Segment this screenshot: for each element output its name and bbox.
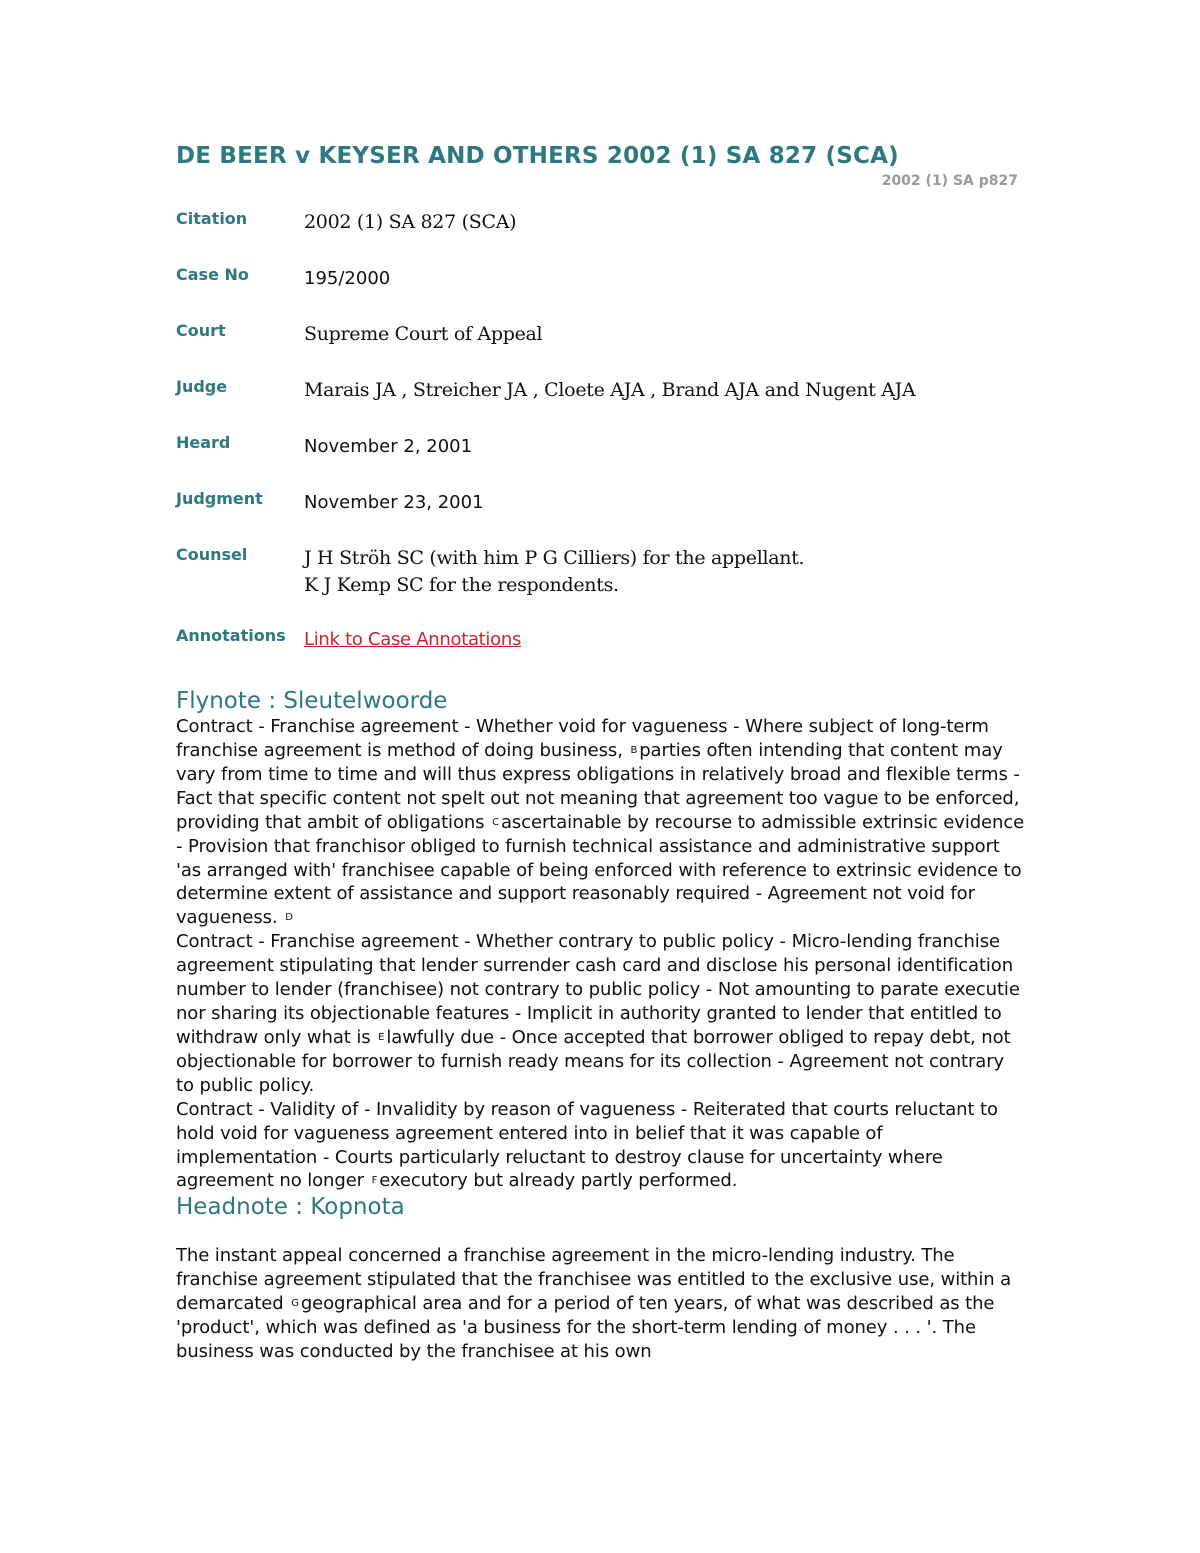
meta-row-judge (176, 377, 915, 433)
margin-letter: B (630, 744, 638, 756)
meta-row-annotations (176, 626, 915, 682)
flynote-paragraph-1 (176, 715, 1026, 930)
headnote-text: The instant appeal concerned a franchise agreement in the micro-lending industry. The franchise agreement stipulated that the franchisee was entitled to the exclusive use, within a demarcated (176, 1245, 1012, 1315)
flynote-text: Contract - Franchise agreement - Whether contrary to public policy - Micro-lending franchise agreement stipulating that lender surrender cash card and disclose his personal identification number to lender (franchisee) not contrary to public policy - Not amounting to parate executie nor sharing its objectionable features - Implicit in authority granted to lender that entitled to withdraw only what is (176, 931, 1020, 1048)
citation-value: 2002 (1) SA 827 (SCA) (304, 211, 517, 233)
flynote-text: executory but already partly performed. (379, 1170, 738, 1192)
page-reference: 2002 (1) SA p827 (881, 173, 1018, 189)
citation-label: Citation (176, 209, 248, 228)
margin-letter: C (492, 816, 499, 828)
case-document (176, 140, 1026, 1364)
flynote-text: lawfully due - Once accepted that borrower obliged to repay debt, not objectionable for borrower to furnish ready means for its collection - Agreement not contrary to public policy. (176, 1026, 1011, 1096)
flynote-heading: Flynote : Sleutelwoorde (176, 688, 448, 714)
headnote-text: geographical area and for a period of ten years, of what was described as the 'product', which was defined as 'a business for the short-term lending of money . . . '. The business was conducted by the franchisee at his own (176, 1293, 995, 1363)
judgment-label: Judgment (176, 489, 263, 508)
margin-letter: F (371, 1175, 378, 1187)
case-metadata-table (176, 209, 915, 682)
judgment-value: November 23, 2001 (304, 492, 484, 513)
court-value: Supreme Court of Appeal (304, 323, 543, 345)
judge-value: Marais JA , Streicher JA , Cloete AJA , Brand AJA and Nugent AJA (304, 379, 916, 401)
flynote-paragraph-2 (176, 930, 1026, 1097)
counsel-respondents: K J Kemp SC for the respondents. (304, 574, 619, 596)
heard-value: November 2, 2001 (304, 436, 473, 457)
meta-row-heard (176, 433, 915, 489)
counsel-label: Counsel (176, 545, 248, 564)
case-no-label: Case No (176, 265, 249, 284)
margin-letter: G (291, 1298, 299, 1310)
judge-label: Judge (176, 377, 228, 396)
heard-label: Heard (176, 433, 231, 452)
case-annotations-link[interactable]: Link to Case Annotations (304, 629, 522, 650)
headnote-heading: Headnote : Kopnota (176, 1194, 405, 1221)
margin-letter: D (285, 912, 293, 924)
annotations-label: Annotations (176, 626, 286, 645)
court-label: Court (176, 321, 226, 340)
annotations-value (304, 626, 915, 682)
meta-row-court (176, 321, 915, 377)
flynote-text: parties often intending that content may vary from time to time and will thus express obligations in relatively broad and flexible terms - Fact that specific content not spelt out not meaning that agreement too vague to be enforced, providing that ambit of obligations (176, 739, 1020, 833)
counsel-value (304, 545, 915, 626)
flynote-text: Contract - Franchise agreement - Whether void for vagueness - Where subject of long-term franchise agreement is method of doing business, (176, 716, 989, 761)
flynote-text: ascertainable by recourse to admissible extrinsic evidence - Provision that franchisor obliged to furnish technical assistance and administrative support 'as arranged with' franchisee capable of being enforced with reference to extrinsic evidence to determine extent of assistance and support reasonably required - Agreement not void for vagueness. (176, 811, 1025, 929)
counsel-appellant: J H Ströh SC (with him P G Cilliers) for the appellant. (304, 547, 805, 569)
flynote-text: Contract - Validity of - Invalidity by reason of vagueness - Reiterated that courts reluctant to hold void for vagueness agreement entered into in belief that it was capable of implementation - Courts particularly reluctant to destroy clause for uncertainty where agreement no longer (176, 1098, 998, 1192)
meta-row-judgment (176, 489, 915, 545)
case-title: DE BEER v KEYSER AND OTHERS 2002 (1) SA 827 (SCA) (176, 143, 899, 169)
headnote-paragraph-1 (176, 1244, 1026, 1364)
case-no-value: 195/2000 (304, 268, 391, 289)
meta-row-case-no (176, 265, 915, 321)
meta-row-citation (176, 209, 915, 265)
flynote-paragraph-3 (176, 1098, 1026, 1194)
meta-row-counsel (176, 545, 915, 626)
margin-letter: E (378, 1031, 385, 1043)
